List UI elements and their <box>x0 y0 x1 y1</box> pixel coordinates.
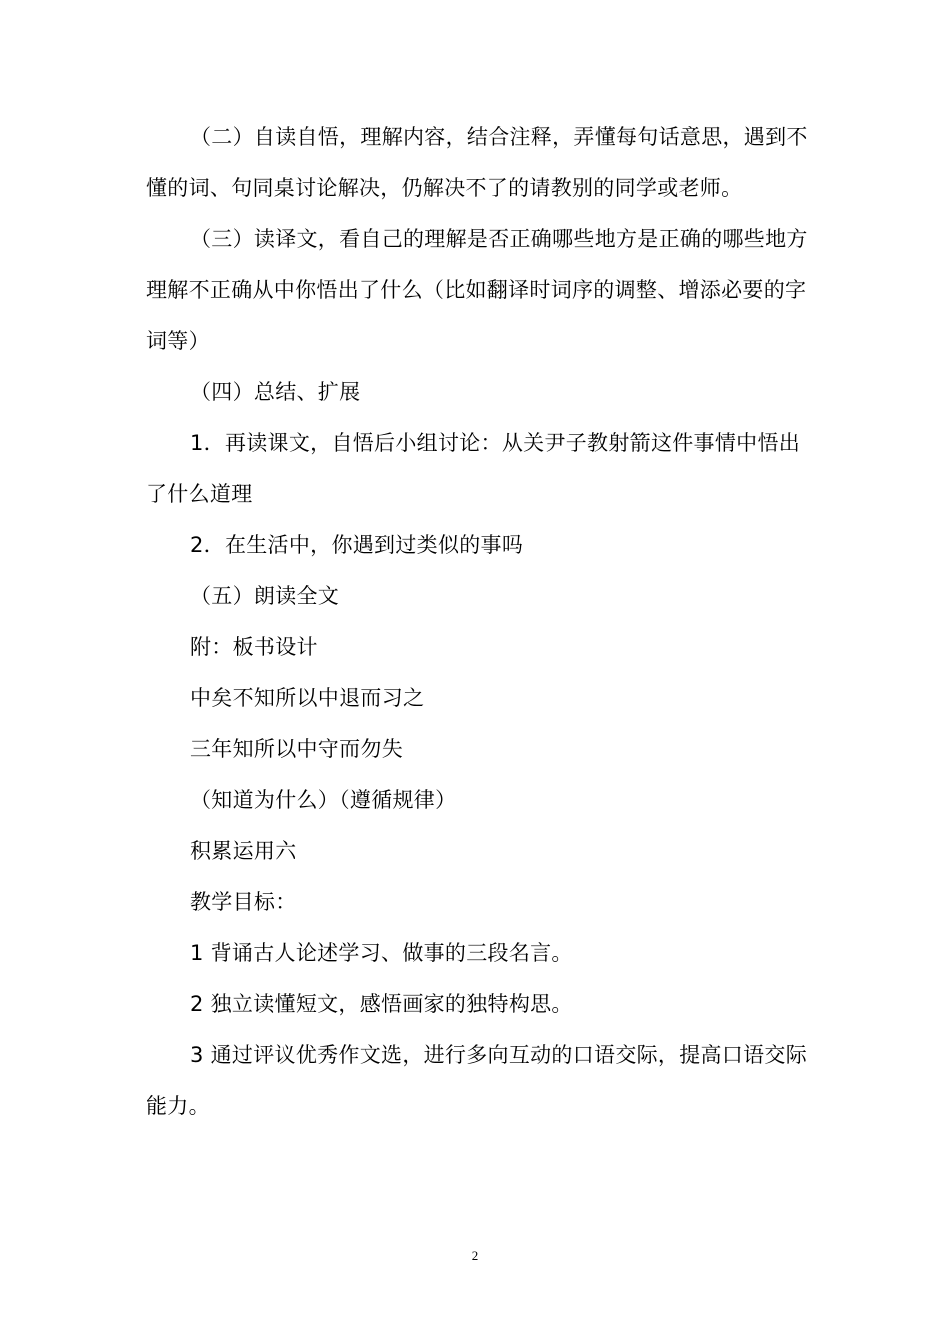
paragraph-reread-discussion: 1．再读课文，自悟后小组讨论：从关尹子教射箭这件事情中悟出了什么道理 <box>146 431 801 506</box>
paragraph-read-translation: （三）读译文，看自己的理解是否正确哪些地方是正确的哪些地方理解不正确从中你悟出了什么（比如翻译时词序的调整、增添必要的字词等） <box>146 227 808 353</box>
paragraph-board-line-3: （知道为什么）（遵循规律） <box>190 788 457 812</box>
paragraph-objective-2: 2 独立读懂短文，感悟画家的独特构思。 <box>190 992 573 1016</box>
page-number: 2 <box>471 1248 479 1263</box>
paragraph-life-question: 2．在生活中，你遇到过类似的事吗 <box>190 533 524 557</box>
paragraph-objective-1: 1 背诵古人论述学习、做事的三段名言。 <box>190 941 573 965</box>
paragraph-read-aloud: （五）朗读全文 <box>190 584 340 608</box>
paragraph-summary-heading: （四）总结、扩展 <box>190 380 361 404</box>
paragraph-board-line-1: 中矣不知所以中退而习之 <box>190 686 425 710</box>
document-body <box>146 112 810 1132</box>
paragraph-self-reading: （二）自读自悟，理解内容，结合注释，弄懂每句话意思，遇到不懂的词、句同桌讨论解决，仍解决不了的请教别的同学或老师。 <box>146 125 808 200</box>
paragraph-objectives-heading: 教学目标： <box>190 890 297 914</box>
paragraph-board-line-2: 三年知所以中守而勿失 <box>190 737 403 761</box>
paragraph-objective-3: 3 通过评议优秀作文选，进行多向互动的口语交际，提高口语交际能力。 <box>146 1043 808 1118</box>
paragraph-section-title: 积累运用六 <box>190 839 297 863</box>
paragraph-board-design: 附：板书设计 <box>190 635 318 659</box>
